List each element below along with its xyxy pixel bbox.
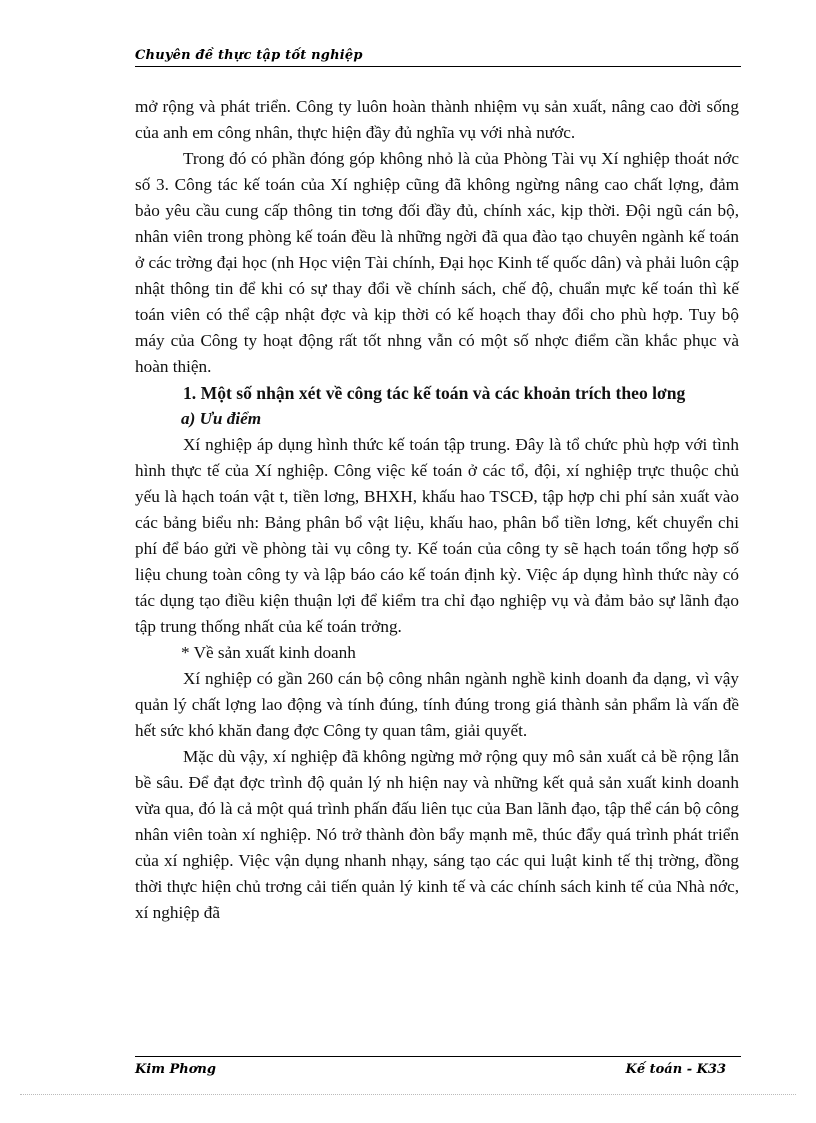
running-header: Chuyên đề thực tập tốt nghiệp xyxy=(135,48,363,63)
footer-author: Kim Phơng xyxy=(135,1062,216,1077)
paragraph-5: Mặc dù vậy, xí nghiệp đã không ngừng mở rộng quy mô sản xuất cả bề rộng lẫn bề sâu. Để đạt đợc trình độ quản lý nh hiện nay và những kết quả sản xuất kinh doanh vừa qua, đó là cả một quá trình phấn đấu liên tục của Ban lãnh đạo, tập thể cán bộ công nhân viên toàn xí nghiệp. Nó trở thành đòn bẩy mạnh mẽ, thúc đẩy quá trình phát triển của xí nghiệp. Việc vận dụng nhanh nhạy, sáng tạo các qui luật kinh tế thị trờng, đồng thời thực hiện chủ trơng cải tiến quản lý kinh tế và các chính sách kinh tế của Nhà nớc, xí nghiệp đã xyxy=(135,747,739,922)
page-break-line xyxy=(20,1094,796,1095)
bullet-heading: * Về sản xuất kinh doanh xyxy=(181,643,356,662)
paragraph-3: Xí nghiệp áp dụng hình thức kế toán tập trung. Đây là tổ chức phù hợp với tình hình thực tế của Xí nghiệp. Công việc kế toán ở các tổ, đội, xí nghiệp trực thuộc chủ yếu là hạch toán vật t, tiền lơng, BHXH, khấu hao TSCĐ, tập hợp chi phí sản xuất vào các bảng biểu nh: Bảng phân bổ vật liệu, khấu hao, phân bổ tiền lơng, kết chuyển chi phí để báo gửi về phòng tài vụ công ty. Kế toán của công ty sẽ hạch toán tổng hợp số liệu chung toàn công ty và lập báo cáo kế toán định kỳ. Việc áp dụng hình thức này có tác dụng tạo điều kiện thuận lợi để kiểm tra chỉ đạo nghiệp vụ và đảm bảo sự lãnh đạo tập trung thống nhất của kế toán trởng. xyxy=(135,435,739,636)
section-heading: 1. Một số nhận xét về công tác kế toán và các khoản trích theo lơng xyxy=(183,383,686,403)
paragraph-1: mở rộng và phát triển. Công ty luôn hoàn thành nhiệm vụ sản xuất, nâng cao đời sống của anh em công nhân, thực hiện đầy đủ nghĩa vụ với nhà nước. xyxy=(135,97,739,142)
paragraph-2: Trong đó có phần đóng góp không nhỏ là của Phòng Tài vụ Xí nghiệp thoát nớc số 3. Công tác kế toán của Xí nghiệp cũng đã không ngừng nâng cao chất lợng, đảm bảo yêu cầu cung cấp thông tin tơng đối đầy đủ, chính xác, kịp thời. Đội ngũ cán bộ, nhân viên trong phòng kế toán đều là những ngời đã qua đào tạo chuyên ngành kế toán ở các trờng đại học (nh Học viện Tài chính, Đại học Kinh tế quốc dân) và phải luôn cập nhật thông tin để khi có sự thay đổi về chính sách, chế độ, chuẩn mực kế toán thì kế toán viên có thể cập nhật đợc và kịp thời có kế hoạch thay đổi cho phù hợp. Tuy bộ máy của Công ty hoạt động rất tốt nhng vẫn có một số nhợc điểm cần khắc phục và hoàn thiện. xyxy=(135,149,739,376)
document-body xyxy=(135,94,739,926)
subsection-heading: a) Ưu điểm xyxy=(181,409,262,428)
header-divider xyxy=(135,66,741,67)
paragraph-4: Xí nghiệp có gần 260 cán bộ công nhân ngành nghề kinh doanh đa dạng, vì vậy quản lý chất lợng lao động và tính đúng, tính đúng trong giá thành sản phẩm là vấn đề hết sức khó khăn đang đợc Công ty quan tâm, giải quyết. xyxy=(135,669,739,740)
footer-class: Kế toán - K33 xyxy=(625,1062,726,1077)
footer-divider xyxy=(135,1056,741,1057)
